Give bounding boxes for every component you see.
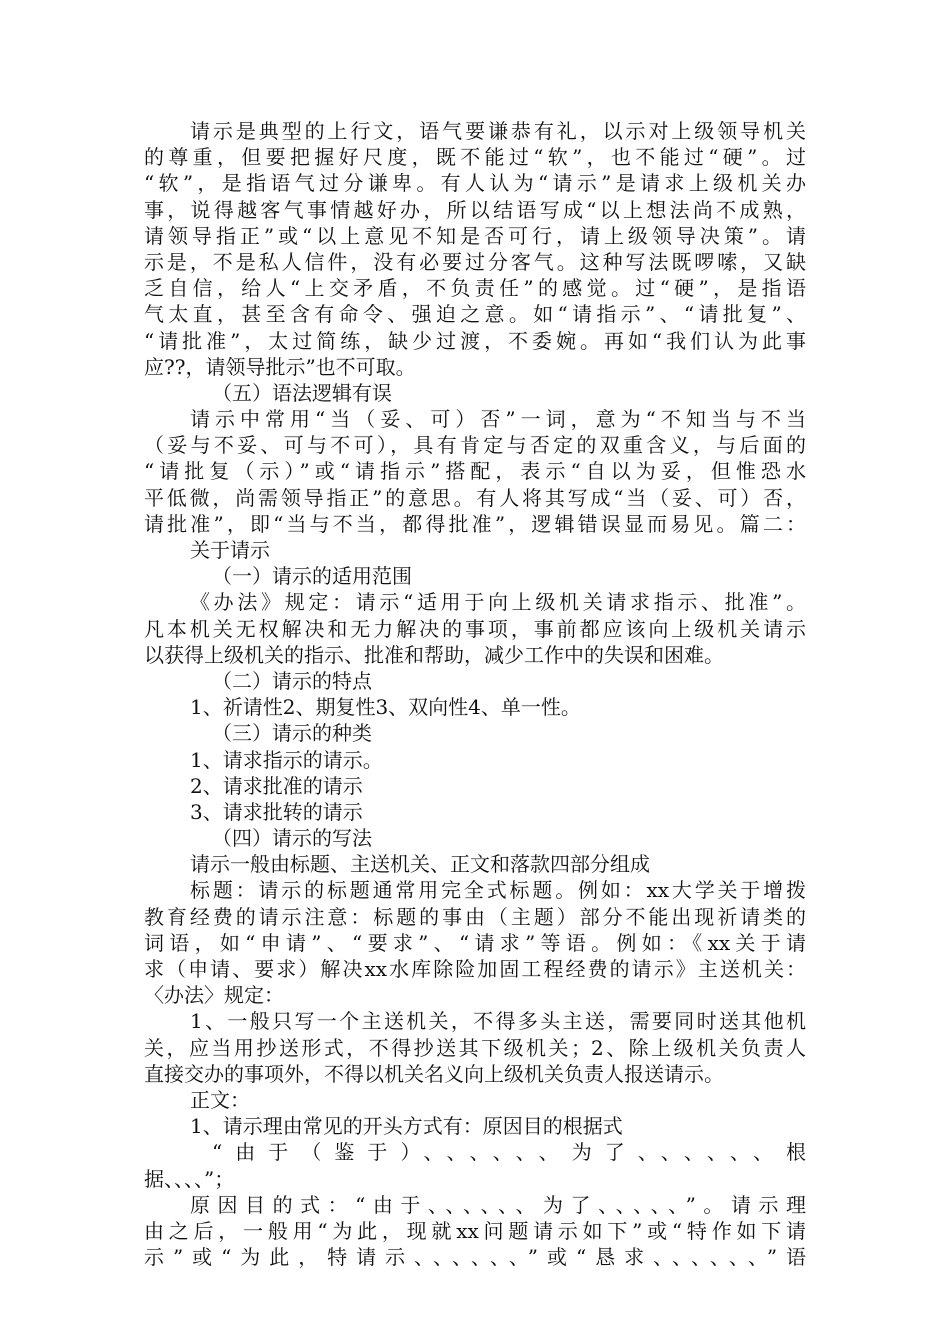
text-line: “请批准”，太过简练，缺少过渡，不委婉。再如“我们认为此事 <box>144 328 806 353</box>
text-line: 凡本机关无权解决和无力解决的事项，事前都应该向上级机关请示 <box>144 616 806 641</box>
text-line: 关，应当用抄送形式，不得抄送其下级机关；2、除上级机关负责人 <box>144 1035 806 1060</box>
text-line: 由之后，一般用“为此，现就xx问题请示如下”或“特作如下请 <box>144 1218 806 1243</box>
text-line: （妥与不妥、可与不可），具有肯定与否定的双重含义，与后面的 <box>144 433 806 458</box>
text-line: 1、请求指示的请示。 <box>190 747 383 772</box>
text-line: 请批准”，即“当与不当，都得批准”，逻辑错误显而易见。篇二： <box>144 511 806 536</box>
text-line: 事，说得越客气事情越好办，所以结语写成“以上想法尚不成熟， <box>144 197 806 222</box>
text-line: 3、请求批转的请示 <box>190 799 363 824</box>
text-line: 据、、、、”； <box>144 1166 235 1191</box>
text-line: 标题：请示的标题通常用完全式标题。例如：xx大学关于增拨 <box>190 878 806 903</box>
text-line: 正文： <box>190 1087 250 1112</box>
text-line: 关于请示 <box>190 538 270 562</box>
text-line: 求（申请、要求）解决xx水库除险加固工程经费的请示》主送机关： <box>144 957 806 981</box>
text-line: 示是，不是私人信件，没有必要过分客气。这种写法既啰嗦，又缺 <box>144 249 806 274</box>
text-line: 平低微，尚需领导指正”的意思。有人将其写成“当（妥、可）否， <box>144 485 806 510</box>
text-line: 1、请示理由常见的开头方式有：原因目的根据式 <box>190 1114 623 1139</box>
text-line: （一）请示的适用范围 <box>212 564 412 589</box>
text-line: 应??，请领导批示”也不可取。 <box>144 354 416 379</box>
text-line: 的尊重，但要把握好尺度，既不能过“软”，也不能过“硬”。过 <box>144 145 806 170</box>
text-line: “软”，是指语气过分谦卑。有人认为“请示”是请求上级机关办 <box>144 171 806 196</box>
text-line: 1、一般只写一个主送机关，不得多头主送，需要同时送其他机 <box>190 1009 806 1034</box>
text-line: 原因目的式：“由于、、、、、、为了、、、、、”。请示理 <box>190 1192 806 1217</box>
text-line: 《办法》规定：请示“适用于向上级机关请求指示、批准”。 <box>190 590 806 615</box>
text-line: 直接交办的事项外，不得以机关名义向上级机关负责人报送请示。 <box>144 1061 724 1086</box>
text-line: 教育经费的请示注意：标题的事由（主题）部分不能出现祈请类的 <box>144 904 806 929</box>
text-line: 〈办法〉规定： <box>144 983 284 1008</box>
text-line: 2、请求批准的请示 <box>190 773 363 798</box>
text-line: 请示中常用“当（妥、可）否”一词，意为“不知当与不当 <box>190 407 806 432</box>
text-line: “请批复（示）”或“请指示”搭配，表示“自以为妥，但惟恐水 <box>144 459 806 484</box>
text-line: 请示是典型的上行文，语气要谦恭有礼，以示对上级领导机关 <box>190 119 806 143</box>
text-line: （五）语法逻辑有误 <box>212 380 392 405</box>
text-line: 请领导指正”或“以上意见不知是否可行，请上级领导决策”。请 <box>144 223 806 248</box>
text-line: 气太直，甚至含有命令、强迫之意。如“请指示”、“请批复”、 <box>144 302 806 327</box>
text-line: （二）请示的特点 <box>212 668 372 693</box>
text-line: 以获得上级机关的指示、批准和帮助，减少工作中的失误和困难。 <box>144 642 724 667</box>
document-body <box>144 118 806 1270</box>
text-line: 示”或“为此，特请示、、、、、、”或“恳求、、、、、、”语 <box>144 1245 806 1270</box>
text-line: 乏自信，给人“上交矛盾，不负责任”的感觉。过“硬”，是指语 <box>144 276 806 301</box>
text-line: “由于（鉴于）、、、、、、为了、、、、、、根 <box>212 1140 806 1165</box>
text-line: 词语，如“申请”、“要求”、“请求”等语。例如：《xx关于请 <box>144 930 806 955</box>
text-line: （四）请示的写法 <box>212 826 372 851</box>
text-line: 请示一般由标题、主送机关、正文和落款四部分组成 <box>190 852 650 877</box>
text-line: 1、祈请性2、期复性3、双向性4、单一性。 <box>190 695 581 720</box>
text-line: （三）请示的种类 <box>212 721 372 746</box>
